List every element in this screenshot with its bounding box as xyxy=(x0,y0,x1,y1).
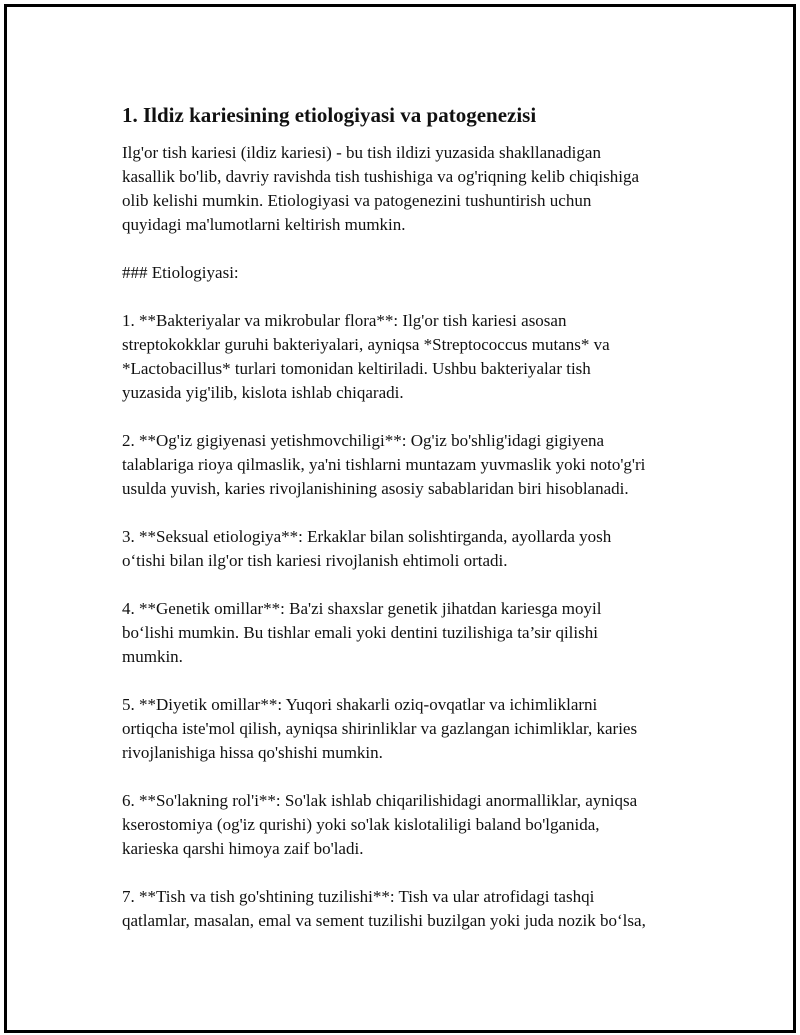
document-body xyxy=(122,103,722,933)
document-title: 1. Ildiz kariesining etiologiyasi va patogenezisi xyxy=(122,103,537,127)
spacer xyxy=(122,861,722,885)
list-item: 3. **Seksual etiologiya**: Erkaklar bilan solishtirganda, ayollarda yosh o‘tishi bilan ilg'or tish kariesi rivojlanish ehtimoli ortadi. xyxy=(122,527,612,570)
list-item: 6. **So'lakning rol'i**: So'lak ishlab chiqarilishidagi anormalliklar, ayniqsa kserostomiya (og'iz qurishi) yoki so'lak kislotaliligi baland bo'lganida, karieska qarshi himoya zaif bo'ladi. xyxy=(122,791,638,858)
section-heading: ### Etiologiyasi: xyxy=(122,263,239,282)
spacer xyxy=(122,765,722,789)
intro-paragraph: Ilg'or tish kariesi (ildiz kariesi) - bu tish ildizi yuzasida shakllanadigan kasallik bo'lib, davriy ravishda tish tushishiga va og'riqning kelib chiqishiga olib kelishi mumkin. Etiologiyasi va patogenezini tushuntirish uchun quyidagi ma'lumotlarni keltirish mumkin. xyxy=(122,143,639,234)
spacer xyxy=(122,573,722,597)
spacer xyxy=(122,501,722,525)
list-item: 1. **Bakteriyalar va mikrobular flora**: Ilg'or tish kariesi asosan streptokokklar guruhi bakteriyalari, ayniqsa *Streptococcus mutans* va *Lactobacillus* turlari tomonidan keltiriladi. Ushbu bakteriyalar tish yuzasida yig'ilib, kislota ishlab chiqaradi. xyxy=(122,311,610,402)
spacer xyxy=(122,669,722,693)
page-frame xyxy=(4,4,796,1033)
spacer xyxy=(122,237,722,261)
list-item: 7. **Tish va tish go'shtining tuzilishi**: Tish va ular atrofidagi tashqi qatlamlar, masalan, emal va sement tuzilishi buzilgan yoki juda nozik bo‘lsa, xyxy=(122,887,646,930)
list-item: 2. **Og'iz gigiyenasi yetishmovchiligi**: Og'iz bo'shlig'idagi gigiyena talablariga rioya qilmaslik, ya'ni tishlarni muntazam yuvmaslik yoki noto'g'ri usulda yuvish, karies rivojlanishining asosiy sabablaridan biri hisoblanadi. xyxy=(122,431,646,498)
spacer xyxy=(122,285,722,309)
list-item: 5. **Diyetik omillar**: Yuqori shakarli oziq-ovqatlar va ichimliklarni ortiqcha iste'mol qilish, ayniqsa shirinliklar va gazlangan ichimliklar, karies rivojlanishiga hissa qo'shishi mumkin. xyxy=(122,695,638,762)
list-item: 4. **Genetik omillar**: Ba'zi shaxslar genetik jihatdan kariesga moyil bo‘lishi mumkin. Bu tishlar emali yoki dentini tuzilishiga ta’sir qilishi mumkin. xyxy=(122,599,602,666)
spacer xyxy=(122,405,722,429)
